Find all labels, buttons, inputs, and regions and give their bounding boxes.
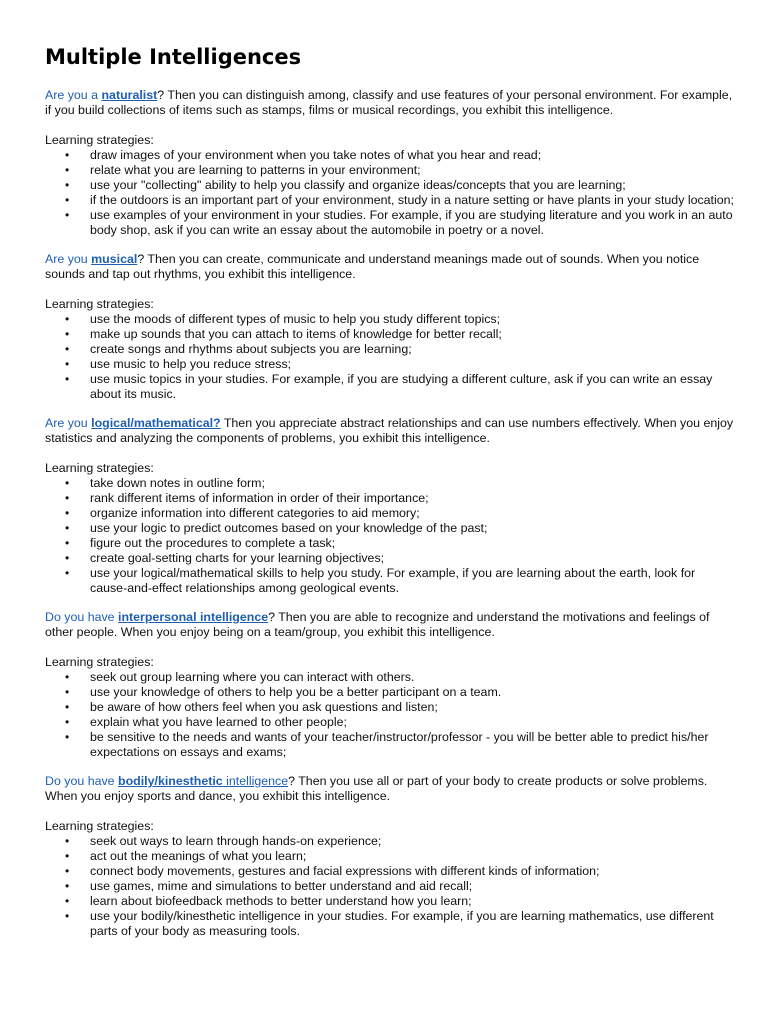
bullet-icon: • — [65, 163, 70, 177]
bullet-icon: • — [65, 566, 70, 580]
bullet-icon: • — [65, 834, 70, 848]
list-item — [65, 730, 735, 760]
list-item-text: make up sounds that you can attach to items of knowledge for better recall; — [90, 327, 502, 341]
strategies-label: Learning strategies: — [45, 461, 154, 475]
bullet-icon: • — [65, 476, 70, 490]
topic-link-extra[interactable]: intelligence — [222, 774, 289, 788]
intro-tail-text: ? Then you can distinguish among, classify and use features of your personal environment. For example, if you build collections of items such as stamps, films or musical recordings, you exhibit this intelligence. — [45, 88, 733, 117]
list-item — [65, 491, 735, 506]
list-item — [65, 178, 735, 193]
sections-container — [45, 88, 735, 939]
intelligence-section — [45, 610, 735, 760]
list-item-text: use games, mime and simulations to better understand and aid recall; — [90, 879, 473, 893]
list-item-text: rank different items of information in order of their importance; — [90, 491, 429, 505]
intro-lead-text: Are you — [45, 416, 92, 430]
list-item — [65, 342, 735, 357]
list-item — [65, 312, 735, 327]
bullet-icon: • — [65, 342, 70, 356]
page-title: Multiple Intelligences — [45, 45, 302, 69]
bullet-icon: • — [65, 148, 70, 162]
list-item-text: explain what you have learned to other people; — [90, 715, 347, 729]
list-item — [65, 685, 735, 700]
bullet-icon: • — [65, 849, 70, 863]
section-intro — [45, 416, 735, 446]
bullet-icon: • — [65, 715, 70, 729]
list-item — [65, 849, 735, 864]
bullet-icon: • — [65, 536, 70, 550]
list-item — [65, 536, 735, 551]
list-item-text: create goal-setting charts for your learning objectives; — [90, 551, 385, 565]
list-item-text: use examples of your environment in your studies. For example, if you are studying literature and you work in an auto body shop, ask if you can write an essay about the automobile in poetry or a novel. — [90, 208, 733, 237]
strategies-label: Learning strategies: — [45, 819, 154, 833]
intro-tail-text: Then you appreciate abstract relationships and can use numbers effectively. When you enjoy statistics and analyzing the components of problems, you exhibit this intelligence. — [45, 416, 734, 445]
list-item-text: learn about biofeedback methods to better understand how you learn; — [90, 894, 472, 908]
bullet-icon: • — [65, 685, 70, 699]
strategy-list — [45, 148, 735, 238]
list-item-text: draw images of your environment when you take notes of what you hear and read; — [90, 148, 542, 162]
intro-lead-text: Do you have — [45, 774, 119, 788]
list-item-text: use music topics in your studies. For example, if you are studying a different culture, ask if you can write an essay about its music. — [90, 372, 713, 401]
list-item-text: use your bodily/kinesthetic intelligence in your studies. For example, if you are learning mathematics, use different parts of your body as measuring tools. — [90, 909, 714, 938]
list-item — [65, 715, 735, 730]
bullet-icon: • — [65, 208, 70, 222]
list-item — [65, 372, 735, 402]
bullet-icon: • — [65, 894, 70, 908]
list-item — [65, 894, 735, 909]
list-item-text: figure out the procedures to complete a task; — [90, 536, 336, 550]
intelligence-section — [45, 252, 735, 402]
strategies-label: Learning strategies: — [45, 297, 154, 311]
bullet-icon: • — [65, 909, 70, 923]
section-intro — [45, 610, 735, 640]
intelligence-section — [45, 416, 735, 596]
list-item — [65, 700, 735, 715]
bullet-icon: • — [65, 700, 70, 714]
bullet-icon: • — [65, 372, 70, 386]
bullet-icon: • — [65, 521, 70, 535]
list-item-text: be sensitive to the needs and wants of your teacher/instructor/professor - you will be better able to predict his/her expectations on essays and exams; — [90, 730, 709, 759]
section-intro — [45, 88, 735, 118]
bullet-icon: • — [65, 506, 70, 520]
section-intro — [45, 774, 735, 804]
intro-lead-text: Are you — [45, 252, 92, 266]
list-item — [65, 864, 735, 879]
strategy-list — [45, 476, 735, 596]
bullet-icon: • — [65, 879, 70, 893]
list-item — [65, 506, 735, 521]
strategy-list — [45, 834, 735, 939]
topic-link[interactable]: musical — [91, 252, 138, 266]
topic-link[interactable]: bodily/kinesthetic — [118, 774, 223, 788]
list-item — [65, 208, 735, 238]
bullet-icon: • — [65, 551, 70, 565]
bullet-icon: • — [65, 193, 70, 207]
list-item-text: relate what you are learning to patterns in your environment; — [90, 163, 421, 177]
list-item — [65, 521, 735, 536]
topic-link[interactable]: interpersonal intelligence — [118, 610, 269, 624]
topic-link[interactable]: naturalist — [101, 88, 158, 102]
list-item-text: connect body movements, gestures and facial expressions with different kinds of information; — [90, 864, 600, 878]
list-item-text: use music to help you reduce stress; — [90, 357, 292, 371]
bullet-icon: • — [65, 327, 70, 341]
intro-lead-text: Are you a — [45, 88, 102, 102]
list-item-text: seek out group learning where you can interact with others. — [90, 670, 415, 684]
list-item — [65, 327, 735, 342]
list-item — [65, 566, 735, 596]
intelligence-section — [45, 774, 735, 939]
list-item — [65, 670, 735, 685]
list-item-text: be aware of how others feel when you ask questions and listen; — [90, 700, 438, 714]
bullet-icon: • — [65, 312, 70, 326]
intelligence-section — [45, 88, 735, 238]
list-item — [65, 909, 735, 939]
list-item — [65, 193, 735, 208]
bullet-icon: • — [65, 357, 70, 371]
bullet-icon: • — [65, 670, 70, 684]
list-item — [65, 879, 735, 894]
list-item-text: use your logic to predict outcomes based on your knowledge of the past; — [90, 521, 488, 535]
intro-tail-text: ? Then you are able to recognize and understand the motivations and feelings of other people. When you enjoy being on a team/group, you exhibit this intelligence. — [45, 610, 710, 639]
list-item-text: seek out ways to learn through hands-on experience; — [90, 834, 382, 848]
strategy-list — [45, 312, 735, 402]
list-item — [65, 357, 735, 372]
intro-tail-text: ? Then you can create, communicate and understand meanings made out of sounds. When you notice sounds and tap out rhythms, you exhibit this intelligence. — [45, 252, 700, 281]
bullet-icon: • — [65, 491, 70, 505]
bullet-icon: • — [65, 730, 70, 744]
strategies-label: Learning strategies: — [45, 133, 154, 147]
topic-link[interactable]: logical/mathematical? — [91, 416, 221, 430]
list-item-text: use your logical/mathematical skills to help you study. For example, if you are learning about the earth, look for cause-and-effect relationships among geological events. — [90, 566, 696, 595]
list-item-text: act out the meanings of what you learn; — [90, 849, 307, 863]
list-item-text: organize information into different categories to aid memory; — [90, 506, 420, 520]
list-item-text: use your "collecting" ability to help you classify and organize ideas/concepts that you are learning; — [90, 178, 626, 192]
bullet-icon: • — [65, 864, 70, 878]
list-item — [65, 551, 735, 566]
list-item — [65, 476, 735, 491]
strategies-label: Learning strategies: — [45, 655, 154, 669]
list-item — [65, 148, 735, 163]
list-item-text: create songs and rhythms about subjects you are learning; — [90, 342, 412, 356]
list-item — [65, 834, 735, 849]
list-item-text: use the moods of different types of music to help you study different topics; — [90, 312, 501, 326]
list-item — [65, 163, 735, 178]
intro-tail-text: ? Then you use all or part of your body to create products or solve problems. When you enjoy sports and dance, you exhibit this intelligence. — [45, 774, 708, 803]
list-item-text: use your knowledge of others to help you be a better participant on a team. — [90, 685, 502, 699]
strategy-list — [45, 670, 735, 760]
section-intro — [45, 252, 735, 282]
list-item-text: take down notes in outline form; — [90, 476, 265, 490]
document-page — [45, 42, 735, 953]
intro-lead-text: Do you have — [45, 610, 119, 624]
bullet-icon: • — [65, 178, 70, 192]
list-item-text: if the outdoors is an important part of your environment, study in a nature setting or have plants in your study location; — [90, 193, 734, 207]
